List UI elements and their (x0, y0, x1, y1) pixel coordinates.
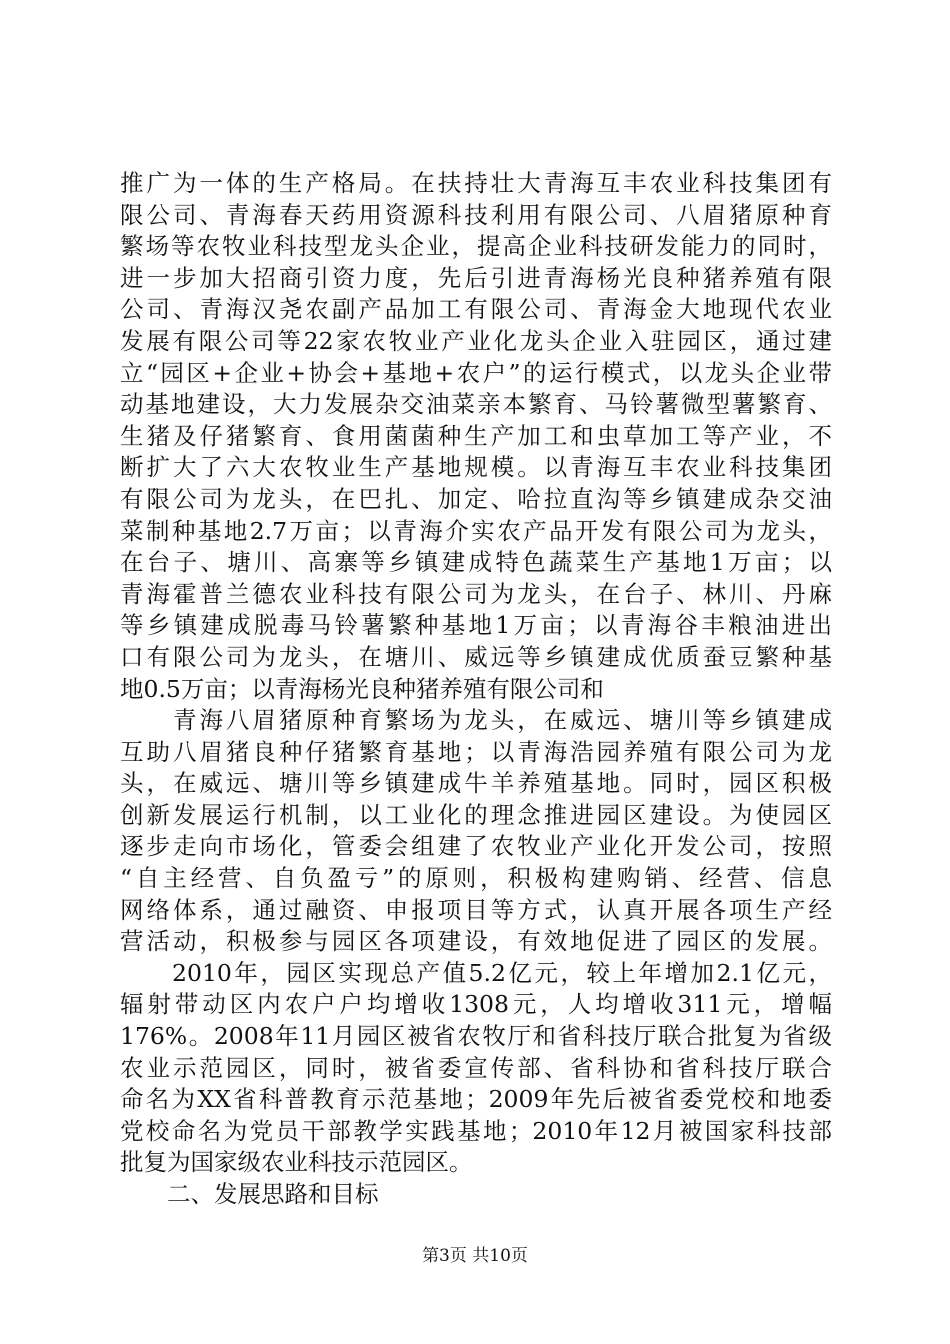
text-line: 互助八眉猪良种仔猪繁育基地；以青海浩园养殖有限公司为龙 (120, 737, 832, 766)
text-line: 党校命名为党员干部教学实践基地；2010年12月被国家科技部 (120, 1116, 832, 1145)
text-line: 头，在威远、塘川等乡镇建成牛羊养殖基地。同时，园区积极 (120, 769, 832, 798)
text-line: 有限公司为龙头，在巴扎、加定、哈拉直沟等乡镇建成杂交油 (120, 484, 832, 513)
text-line: 断扩大了六大农牧业生产基地规模。以青海互丰农业科技集团 (120, 453, 832, 482)
text-line: 立“园区+企业+协会+基地+农户”的运行模式，以龙头企业带 (120, 358, 832, 387)
text-line: 繁场等农牧业科技型龙头企业，提高企业科技研发能力的同时， (120, 232, 832, 261)
text-line: “自主经营、自负盈亏”的原则，积极构建购销、经营、信息 (120, 864, 832, 893)
text-line: 公司、青海汉尧农副产品加工有限公司、青海金大地现代农业 (120, 295, 832, 324)
text-line: 逐步走向市场化，管委会组建了农牧业产业化开发公司，按照 (120, 832, 832, 861)
text-line: 限公司、青海春天药用资源科技利用有限公司、八眉猪原种育 (120, 200, 832, 229)
text-line: 动基地建设，大力发展杂交油菜亲本繁育、马铃薯微型薯繁育、 (120, 390, 832, 419)
text-line: 命名为XX省科普教育示范基地；2009年先后被省委党校和地委 (120, 1085, 832, 1114)
text-line: 2010年，园区实现总产值5.2亿元，较上年增加2.1亿元， (120, 958, 832, 987)
text-line: 营活动，积极参与园区各项建设，有效地促进了园区的发展。 (120, 927, 832, 956)
text-line: 176%。2008年11月园区被省农牧厅和省科技厅联合批复为省级 (120, 1022, 832, 1051)
text-line: 农业示范园区，同时，被省委宣传部、省科协和省科技厅联合 (120, 1053, 832, 1082)
text-line: 口有限公司为龙头，在塘川、威远等乡镇建成优质蚕豆繁种基 (120, 642, 832, 671)
text-line: 网络体系，通过融资、申报项目等方式，认真开展各项生产经 (120, 895, 832, 924)
text-line: 青海八眉猪原种育繁场为龙头，在威远、塘川等乡镇建成 (120, 706, 832, 735)
text-line: 批复为国家级农业科技示范园区。 (120, 1148, 473, 1177)
text-line: 在台子、塘川、高寨等乡镇建成特色蔬菜生产基地1万亩；以 (120, 548, 832, 577)
text-line: 发展有限公司等22家农牧业产业化龙头企业入驻园区，通过建 (120, 326, 832, 355)
text-line: 推广为一体的生产格局。在扶持壮大青海互丰农业科技集团有 (120, 169, 832, 197)
text-line: 菜制种基地2.7万亩；以青海介实农产品开发有限公司为龙头， (120, 516, 832, 545)
text-line: 二、发展思路和目标 (120, 1180, 379, 1208)
text-line: 等乡镇建成脱毒马铃薯繁种基地1万亩；以青海谷丰粮油进出 (120, 611, 832, 640)
text-line: 创新发展运行机制，以工业化的理念推进园区建设。为使园区 (120, 800, 832, 829)
text-line: 地0.5万亩；以青海杨光良种猪养殖有限公司和 (120, 674, 604, 703)
text-line: 生猪及仔猪繁育、食用菌菌种生产加工和虫草加工等产业，不 (120, 421, 832, 450)
text-line: 青海霍普兰德农业科技有限公司为龙头，在台子、林川、丹麻 (120, 579, 832, 608)
text-line: 进一步加大招商引资力度，先后引进青海杨光良种猪养殖有限 (120, 263, 832, 292)
document-body (120, 168, 832, 1211)
text-line: 辐射带动区内农户户均增收1308元，人均增收311元，增幅 (120, 990, 832, 1019)
page-footer: 第3页 共10页 (422, 1246, 528, 1266)
